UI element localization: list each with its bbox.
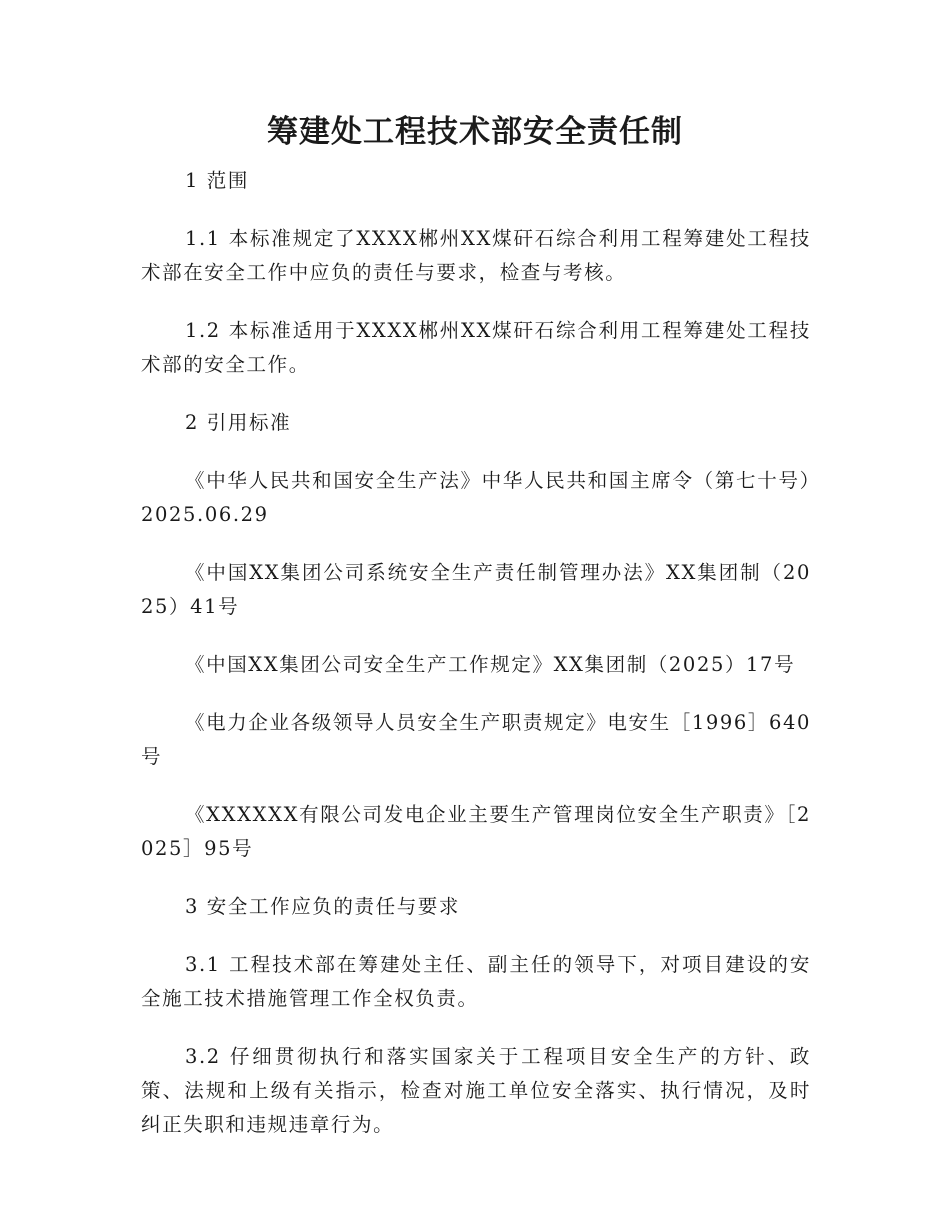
paragraph-3-2: 3.2 仔细贯彻执行和落实国家关于工程项目安全生产的方针、政策、法规和上级有关指示，检查对施工单位安全落实、执行情况，及时纠正失职和违规违章行为。 bbox=[141, 1045, 811, 1136]
reference-item: 《中国XX集团公司安全生产工作规定》XX集团制（2025）17号 bbox=[185, 653, 796, 676]
reference-item: 《电力企业各级领导人员安全生产职责规定》电安生［1996］640号 bbox=[141, 711, 811, 768]
document-title: 筹建处工程技术部安全责任制 bbox=[267, 114, 683, 150]
paragraph-1-2: 1.2 本标准适用于XXXX郴州XX煤矸石综合利用工程筹建处工程技术部的安全工作。 bbox=[141, 319, 811, 376]
section-heading-references: 2 引用标准 bbox=[185, 411, 292, 434]
paragraph-1-1: 1.1 本标准规定了XXXX郴州XX煤矸石综合利用工程筹建处工程技术部在安全工作中应负的责任与要求，检查与考核。 bbox=[141, 227, 811, 284]
reference-item: 《中华人民共和国安全生产法》中华人民共和国主席令（第七十号）2025.06.29 bbox=[141, 469, 811, 526]
document-body bbox=[141, 164, 811, 1166]
reference-item: 《中国XX集团公司系统安全生产责任制管理办法》XX集团制（2025）41号 bbox=[141, 561, 811, 618]
section-heading-responsibilities: 3 安全工作应负的责任与要求 bbox=[185, 895, 461, 918]
section-heading-scope: 1 范围 bbox=[185, 169, 250, 192]
reference-item: 《XXXXXX有限公司发电企业主要生产管理岗位安全生产职责》［2025］95号 bbox=[141, 803, 811, 860]
paragraph-3-1: 3.1 工程技术部在筹建处主任、副主任的领导下，对项目建设的安全施工技术措施管理工作全权负责。 bbox=[141, 953, 811, 1010]
